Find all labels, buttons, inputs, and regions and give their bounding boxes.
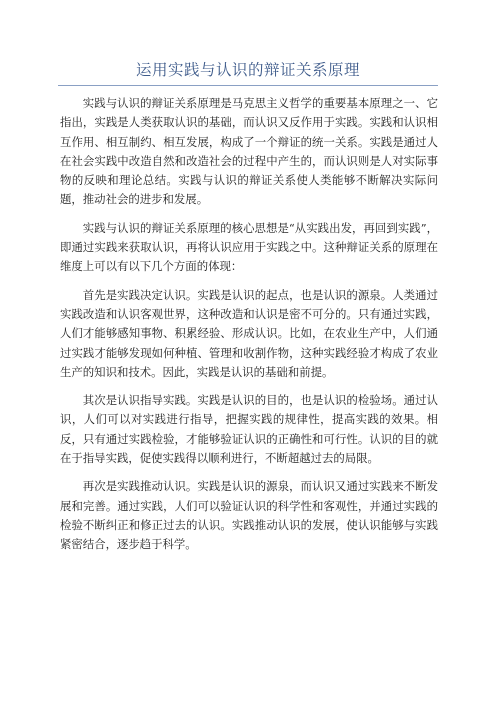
paragraph-3: 首先是实践决定认识。实践是认识的起点，也是认识的源泉。人类通过实践改造和认识客观世界，这种改造和认识是密不可分的。只有通过实践，人们才能够感知事物、积累经验、形成认识。比如，在农业生产中，人们通过实践才能够发现如何种植、管理和收割作物，这种实践经验才构成了农业生产的知识和技术。因此，实践是认识的基础和前提。 xyxy=(60,287,438,379)
document-body xyxy=(60,94,438,564)
paragraph-4: 其次是认识指导实践。实践是认识的目的，也是认识的检验场。通过认识，人们可以对实践进行指导，把握实践的规律性，提高实践的效果。相反，只有通过实践检验，才能够验证认识的正确性和可行性。认识的目的就在于指导实践，促使实践得以顺利进行，不断超越过去的局限。 xyxy=(60,393,438,466)
title-divider xyxy=(58,85,438,86)
paragraph-5: 再次是实践推动认识。实践是认识的源泉，而认识又通过实践来不断发展和完善。通过实践，人们可以验证认识的科学性和客观性，并通过实践的检验不断纠正和修正过去的认识。实践推动认识的发展，使认识能够与实践紧密结合，逐步趋于科学。 xyxy=(60,479,438,552)
page-title: 运用实践与认识的辩证关系原理 xyxy=(135,61,360,79)
paragraph-1: 实践与认识的辩证关系原理是马克思主义哲学的重要基本原理之一、它指出，实践是人类获取认识的基础，而认识又反作用于实践。实践和认识相互作用、相互制约、相互发展，构成了一个辩证的统一关系。实践是通过人在社会实践中改造自然和改造社会的过程中产生的，而认识则是人对实际事物的反映和理论总结。实践与认识的辩证关系使人类能够不断解决实际问题，推动社会的进步和发展。 xyxy=(60,96,438,207)
paragraph-2: 实践与认识的辩证关系原理的核心思想是“从实践出发，再回到实践”，即通过实践来获取认识，再将认识应用于实践之中。这种辩证关系的原理在维度上可以有以下几个方面的体现： xyxy=(60,220,438,274)
